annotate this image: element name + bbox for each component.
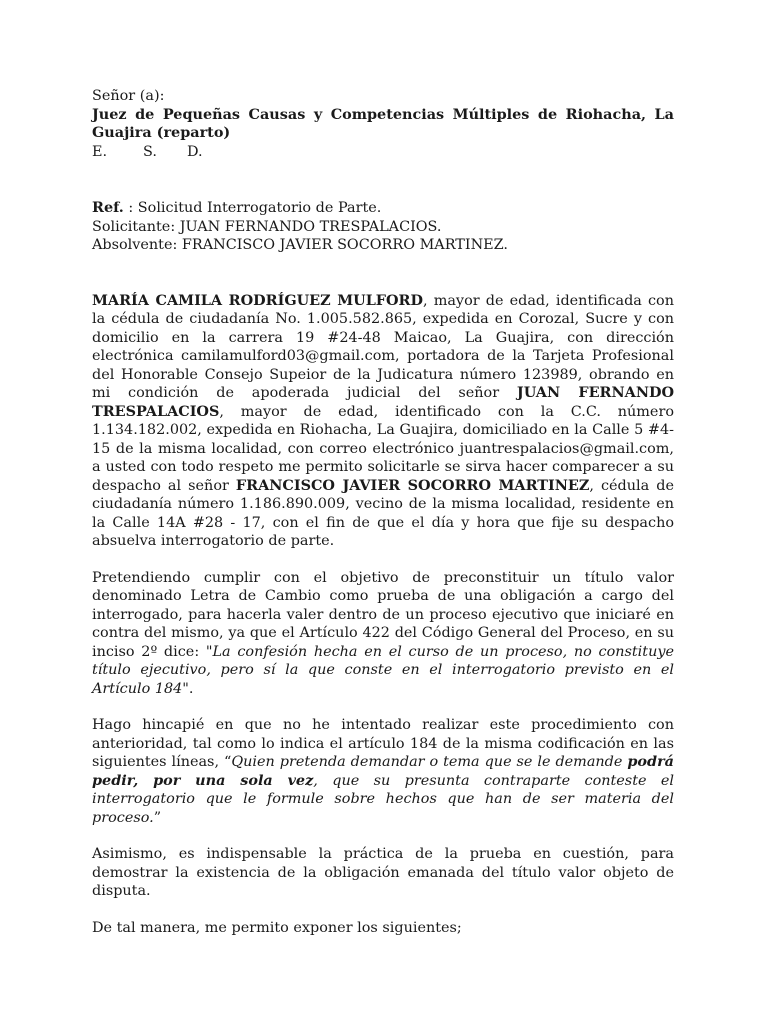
- salutation: Señor (a):: [92, 88, 165, 104]
- esd-e: E.: [92, 143, 108, 160]
- reference-line: [92, 199, 674, 218]
- document-page: [92, 87, 674, 937]
- client-name: JUAN FERNANDO TRESPALACIOS: [92, 384, 674, 420]
- paragraph-purpose-text-1: Pretendiendo cumplir con el objetivo de preconstituir un título valor denominado Letra de Cambio como prueba de una obligación a cargo del interrogado, para hacerla valer dentro de un proceso ejecutivo que iniciaré en contra del mismo, ya que el Artículo 422 del Código General del Proceso, en su inciso 2º dice: ": [92, 569, 674, 660]
- paragraph-intro: [92, 292, 674, 551]
- paragraph-purpose-text-2: ".: [182, 680, 194, 697]
- counterparty-name: FRANCISCO JAVIER SOCORRO MARTINEZ: [235, 476, 590, 494]
- paragraph-closing: De tal manera, me permito exponer los siguientes;: [92, 919, 462, 936]
- court-name: Juez de Pequeñas Causas y Competencias Múltiples de Riohacha, La Guajira (reparto): [92, 105, 674, 141]
- paragraph-184-text-2: ”: [153, 809, 162, 826]
- paragraph-intro-text-2: , mayor de edad, identificado con la C.C. número 1.134.182.002, expedida en Riohacha, La Guajira, domiciliado en la Calle 5 #4-15 de la misma localidad, con correo electrónico juantrespalacios@gmail.com, a usted con todo respeto me permito solicitarle se sirva hacer comparecer a su despacho al señor: [92, 403, 674, 494]
- paragraph-purpose: [92, 569, 674, 699]
- paragraph-intro-text-3: , cédula de ciudadanía número 1.186.890.009, vecino de la misma localidad, residente en la Calle 14A #28 - 17, con el fin de que el día y hora que fije su despacho absuelva interrogatorio de parte.: [92, 477, 674, 549]
- esd-s: S.: [143, 143, 157, 160]
- reference-block: [92, 199, 674, 255]
- paragraph-184-text-1: Hago hincapié en que no he intentado realizar este procedimiento con anterioridad, tal como lo indica el artículo 184 de la misma codificación en las siguientes líneas, “: [92, 717, 674, 770]
- esd-d: D.: [187, 143, 203, 160]
- esd-line: [92, 143, 674, 162]
- article-184-quote-2: , que su presunta contraparte conteste el interrogatorio que le formule sobre hechos que han de ser materia del proceso.: [92, 772, 674, 826]
- paragraph-article-184: [92, 716, 674, 827]
- article-184-quote-bold: podrá pedir, por una sola vez: [92, 753, 674, 789]
- paragraph-necessity: Asimismo, es indispensable la práctica de la prueba en cuestión, para demostrar la existencia de la obligación emanada del título valor objeto de disputa.: [92, 846, 674, 899]
- paragraph-intro-text-1: , mayor de edad, identificada con la cédula de ciudadanía No. 1.005.582.865, expedida en Corozal, Sucre y con domicilio en la carrera 19 #24-48 Maicao, La Guajira, con dirección electrónica camilamulford03@gmail.com, portadora de la Tarjeta Profesional del Honorable Consejo Supeior de la Judicatura número 123989, obrando en mi condición de apoderada judicial del señor: [92, 292, 674, 401]
- article-422-quote: La confesión hecha en el curso de un proceso, no constituye título ejecutivo, pero sí la que conste en el interrogatorio previsto en el Artículo 184: [92, 643, 674, 697]
- absolvente-line: Absolvente: FRANCISCO JAVIER SOCORRO MARTINEZ.: [92, 237, 508, 253]
- attorney-name: MARÍA CAMILA RODRÍGUEZ MULFORD: [92, 291, 423, 309]
- article-184-quote-1: Quien pretenda demandar o tema que se le demande: [231, 754, 628, 770]
- ref-text: : Solicitud Interrogatorio de Parte.: [123, 200, 382, 216]
- ref-label: Ref.: [92, 199, 124, 216]
- solicitante-line: Solicitante: JUAN FERNANDO TRESPALACIOS.: [92, 218, 442, 235]
